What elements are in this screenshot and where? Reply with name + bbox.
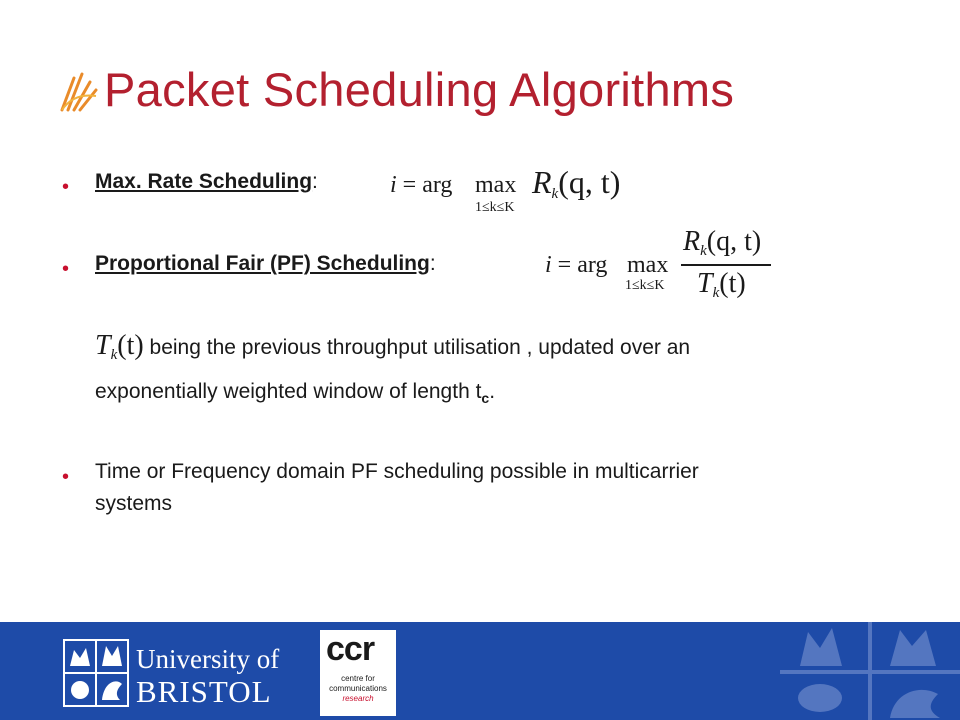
pf-num-sub: k	[700, 243, 707, 259]
slide-title: Packet Scheduling Algorithms	[104, 63, 735, 116]
title-row	[60, 62, 734, 117]
bullet-marker: •	[62, 258, 70, 280]
bullet-3-line-2: systems	[95, 492, 173, 515]
ccr-logo	[320, 630, 396, 716]
max-rate-label: Max. Rate Scheduling	[95, 170, 313, 193]
pf-range: 1≤k≤K	[625, 278, 665, 293]
pf-den-sub: k	[712, 285, 720, 301]
pf-fraction-bar	[681, 264, 771, 266]
note-symbol: T	[95, 330, 111, 361]
max-rate-range: 1≤k≤K	[475, 200, 515, 215]
pf-num-args: (q, t)	[706, 226, 762, 257]
note-text-2-sub: c	[481, 390, 490, 407]
pf-label: Proportional Fair (PF) Scheduling	[95, 252, 430, 275]
note-text-1: being the previous throughput utilisation , updated over an	[143, 336, 691, 359]
university-crest-logo	[62, 638, 130, 708]
max-rate-eq: = arg	[402, 172, 453, 198]
note-text-2: exponentially weighted window of length t	[95, 380, 482, 403]
university-name-line-2: BRISTOL	[136, 674, 272, 709]
pf-den-args: (t)	[719, 268, 746, 299]
bullet-pf	[95, 252, 436, 276]
ccr-caption-1: centre for	[341, 674, 375, 683]
pf-eq: = arg	[557, 252, 608, 278]
bullet-max-rate	[95, 170, 318, 194]
note-symbol-args: (t)	[117, 330, 144, 361]
note-text-2-end: .	[489, 380, 496, 403]
ccr-logo-text: ccr	[326, 630, 375, 668]
max-rate-lhs: i	[390, 172, 397, 198]
ccr-caption-2: communications	[329, 684, 387, 693]
footer-band	[0, 622, 960, 720]
ccr-caption-3: research	[342, 694, 374, 703]
bullet-marker: •	[62, 466, 70, 488]
max-rate-expr: R	[532, 164, 552, 200]
max-rate-colon: :	[312, 170, 318, 193]
max-rate-op: max	[475, 172, 517, 198]
pf-lhs: i	[545, 252, 552, 278]
pf-colon: :	[429, 252, 436, 275]
note-symbol-sub: k	[110, 347, 118, 363]
pf-op: max	[627, 252, 669, 278]
bullet-3-line-1: Time or Frequency domain PF scheduling possible in multicarrier	[95, 460, 699, 483]
ccr-caption	[324, 674, 392, 704]
pf-num: R	[683, 226, 701, 257]
pf-den: T	[697, 268, 713, 299]
max-rate-sub: k	[551, 186, 559, 202]
bullet-marker: •	[62, 176, 70, 198]
note-line-1	[95, 330, 690, 364]
university-name-line-1: University of	[136, 644, 280, 674]
title-decoration-icon	[60, 68, 98, 112]
faint-crest-watermark	[780, 622, 960, 720]
note-line-2	[95, 380, 495, 406]
max-rate-args: (q, t)	[558, 164, 621, 200]
